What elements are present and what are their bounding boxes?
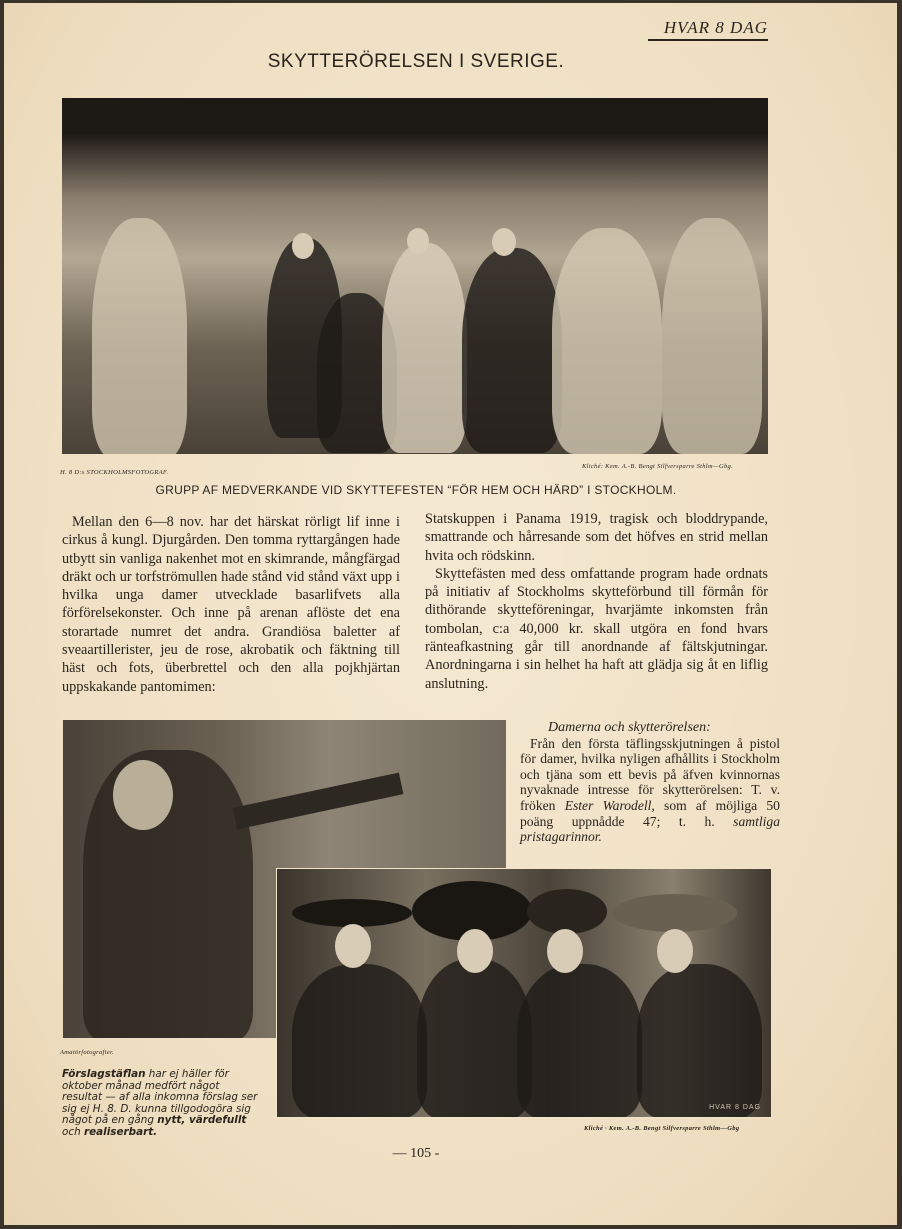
photo-credit: H. 8 D:s STOCKHOLMSFOTOGRAF. [60, 469, 169, 476]
body-paragraph: Statskuppen i Panama 1919, tragisk och bloddrypande, smattrande och hårresande som det höfves en strid mellan hvita och rödskinn. [425, 511, 768, 564]
magazine-header: HVAR 8 DAG [648, 18, 768, 41]
left-column [62, 513, 400, 696]
watermark: HVAR 8 DAG [709, 1104, 761, 1111]
side-heading: Damerna och skytterörelsen: [548, 720, 711, 735]
group-photo [62, 98, 768, 454]
amateur-photo-credit: Amatörfotografier. [60, 1049, 114, 1056]
photo-caption: GRUPP AF MEDVERKANDE VID SKYTTEFESTEN “FÖR HEM OCH HÄRD” I STOCKHOLM. [155, 483, 677, 497]
shooter-name: Ester Warodell, [564, 797, 655, 813]
cliche-credit: Kliché: Kem. A.-B. Bengt Silfversparre Sthlm—Gbg. [582, 463, 733, 470]
article-title: SKYTTERÖRELSEN I SVERIGE. [267, 51, 565, 72]
prize-winners-photo [276, 868, 772, 1118]
side-caption: Damerna och skytterörelsen: Från den första täflingsskjutningen å pistol för damer, hvilka nyligen afhållits i Stockholm och tjäna som ett bevis på äfven kvinnornas nyvaknade intresse för skytterörelsen: T. v. fröken Ester Warodell, som af möjliga 50 poäng uppnådde 47; t. h. samtliga pristagarinnor. [520, 720, 780, 845]
competition-notice: Förslagstäflan har ej häller för oktober månad medfört något resultat — af alla inkomna förslag ser sig ej H. 8. D. kunna tillgodogöra sig något på en gång nytt, värdefullt och realiserbart. [62, 1068, 258, 1138]
body-paragraph: Mellan den 6—8 nov. har det härskat rörligt lif inne i cirkus å kungl. Djurgården. Den tomma ryttargången hade utbytt sin vanliga nakenhet mot en skimrande, mångfärgad dräkt och ur torfströmullen hade stånd vid stånd växt upp i hvilka unga damer utvecklade basarlifvets alla förförelsekonster. Och inne på arenan aflöste det ena storartade numret det andra. Grandiösa baletter af sveaartillerister, jeu de rose, akrobatik och fäktning till häst och fots, überbrettel och den alla pojkhjärtan uppskakande pantomimen: [62, 514, 400, 695]
cliche-credit-2: Kliché · Kem. A.-B. Bengt Silfversparre Sthlm—Gbg [584, 1125, 740, 1132]
magazine-page [4, 3, 897, 1225]
page-number: — 105 - [392, 1146, 440, 1161]
right-column [425, 510, 768, 693]
body-paragraph: Skyttefästen med dess omfattande program hade ordnats på initiativ af Stockholms skytteförbund till förmån för dithörande skytteföreningar, hvarjämte inkomsten från tombolan, c:a 40,000 kr. skall utgöra en fond hvars ränteafkastning går till anordnande af fältskjutningar. Anordningarna i sin helhet ha haft att glädja sig åt en liflig anslutning. [425, 565, 768, 692]
